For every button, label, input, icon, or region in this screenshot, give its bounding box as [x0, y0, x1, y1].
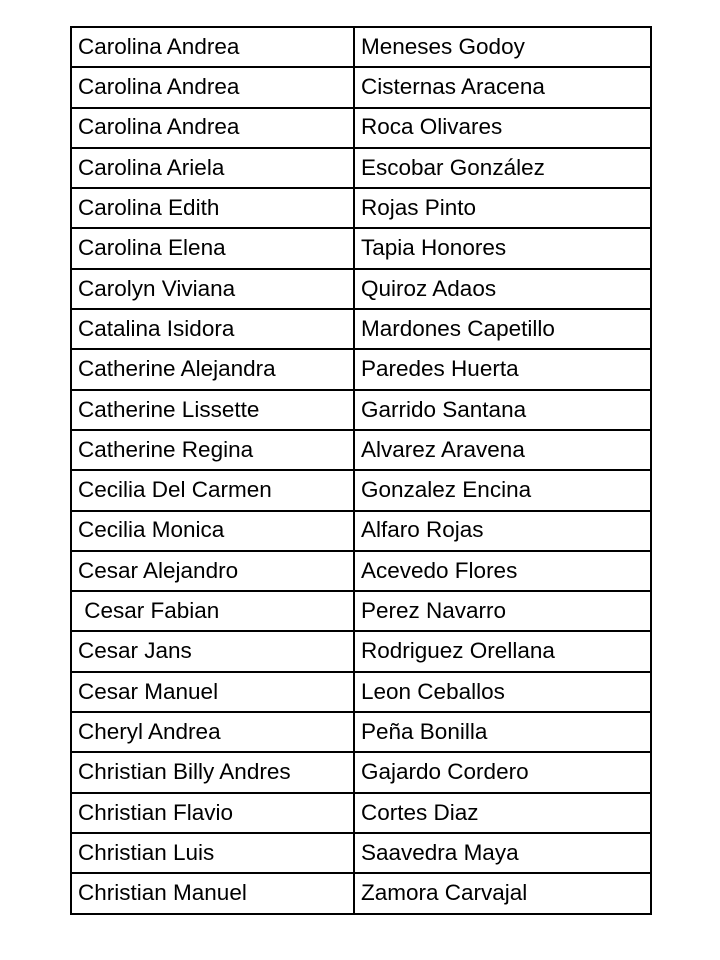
table-row [71, 188, 651, 228]
last-names-cell[interactable]: Cisternas Aracena [354, 67, 651, 107]
first-names-cell[interactable]: Cheryl Andrea [71, 712, 354, 752]
first-names-cell[interactable]: Catherine Alejandra [71, 349, 354, 389]
first-names-cell[interactable]: Christian Flavio [71, 793, 354, 833]
last-names-cell[interactable]: Zamora Carvajal [354, 873, 651, 913]
names-table-body [71, 27, 651, 914]
table-row [71, 511, 651, 551]
last-names-cell[interactable]: Saavedra Maya [354, 833, 651, 873]
first-names-cell[interactable]: Catalina Isidora [71, 309, 354, 349]
last-names-cell[interactable]: Rodriguez Orellana [354, 631, 651, 671]
table-row [71, 672, 651, 712]
table-row [71, 390, 651, 430]
table-row [71, 148, 651, 188]
last-names-cell[interactable]: Tapia Honores [354, 228, 651, 268]
last-names-cell[interactable]: Quiroz Adaos [354, 269, 651, 309]
last-names-cell[interactable]: Mardones Capetillo [354, 309, 651, 349]
last-names-cell[interactable]: Leon Ceballos [354, 672, 651, 712]
table-row [71, 752, 651, 792]
table-row [71, 67, 651, 107]
table-row [71, 108, 651, 148]
last-names-cell[interactable]: Meneses Godoy [354, 27, 651, 67]
first-names-cell[interactable]: Cecilia Monica [71, 511, 354, 551]
first-names-cell[interactable]: Carolina Andrea [71, 67, 354, 107]
last-names-cell[interactable]: Acevedo Flores [354, 551, 651, 591]
last-names-cell[interactable]: Garrido Santana [354, 390, 651, 430]
first-names-cell[interactable]: Cesar Fabian [71, 591, 354, 631]
first-names-cell[interactable]: Carolina Elena [71, 228, 354, 268]
table-row [71, 712, 651, 752]
table-row [71, 551, 651, 591]
first-names-cell[interactable]: Catherine Lissette [71, 390, 354, 430]
first-names-cell[interactable]: Carolyn Viviana [71, 269, 354, 309]
table-row [71, 228, 651, 268]
table-row [71, 591, 651, 631]
first-names-cell[interactable]: Cesar Jans [71, 631, 354, 671]
first-names-cell[interactable]: Cesar Alejandro [71, 551, 354, 591]
last-names-cell[interactable]: Alvarez Aravena [354, 430, 651, 470]
first-names-cell[interactable]: Christian Luis [71, 833, 354, 873]
table-row [71, 309, 651, 349]
table-row [71, 269, 651, 309]
first-names-cell[interactable]: Carolina Edith [71, 188, 354, 228]
table-row [71, 430, 651, 470]
first-names-cell[interactable]: Cecilia Del Carmen [71, 470, 354, 510]
last-names-cell[interactable]: Gajardo Cordero [354, 752, 651, 792]
last-names-cell[interactable]: Perez Navarro [354, 591, 651, 631]
first-names-cell[interactable]: Cesar Manuel [71, 672, 354, 712]
table-row [71, 873, 651, 913]
first-names-cell[interactable]: Christian Manuel [71, 873, 354, 913]
table-row [71, 793, 651, 833]
first-names-cell[interactable]: Carolina Andrea [71, 27, 354, 67]
table-row [71, 470, 651, 510]
table-row [71, 27, 651, 67]
table-row [71, 631, 651, 671]
first-names-cell[interactable]: Catherine Regina [71, 430, 354, 470]
first-names-cell[interactable]: Carolina Ariela [71, 148, 354, 188]
first-names-cell[interactable]: Carolina Andrea [71, 108, 354, 148]
names-table [70, 26, 652, 915]
last-names-cell[interactable]: Rojas Pinto [354, 188, 651, 228]
last-names-cell[interactable]: Gonzalez Encina [354, 470, 651, 510]
last-names-cell[interactable]: Roca Olivares [354, 108, 651, 148]
last-names-cell[interactable]: Cortes Diaz [354, 793, 651, 833]
first-names-cell[interactable]: Christian Billy Andres [71, 752, 354, 792]
table-row [71, 833, 651, 873]
last-names-cell[interactable]: Alfaro Rojas [354, 511, 651, 551]
last-names-cell[interactable]: Paredes Huerta [354, 349, 651, 389]
table-row [71, 349, 651, 389]
last-names-cell[interactable]: Peña Bonilla [354, 712, 651, 752]
last-names-cell[interactable]: Escobar González [354, 148, 651, 188]
